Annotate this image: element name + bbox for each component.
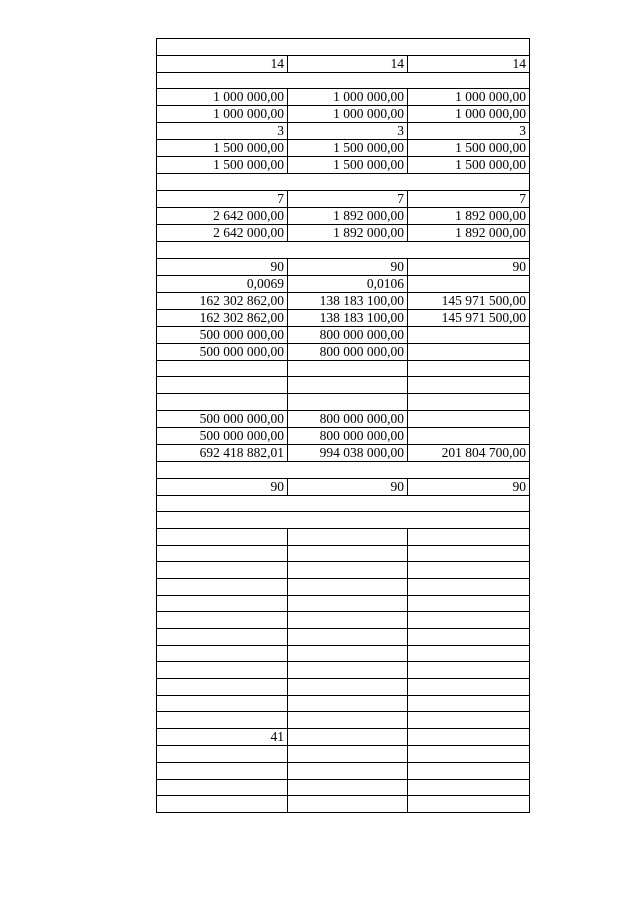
table-cell <box>408 679 530 696</box>
table-cell: 692 418 882,01 <box>157 444 288 461</box>
table-cell <box>288 562 408 579</box>
table-row <box>157 461 530 478</box>
table-row <box>157 174 530 191</box>
table-cell <box>288 695 408 712</box>
table-cell: 1 892 000,00 <box>408 225 530 242</box>
table-row <box>157 275 530 292</box>
table-cell <box>288 779 408 796</box>
spacer-cell <box>157 39 530 56</box>
table-cell <box>408 394 530 411</box>
table-cell <box>157 746 288 763</box>
table-cell: 14 <box>288 55 408 72</box>
table-row <box>157 123 530 140</box>
table-cell: 7 <box>157 191 288 208</box>
table-cell: 1 500 000,00 <box>408 140 530 157</box>
table-cell <box>408 326 530 343</box>
table-cell: 800 000 000,00 <box>288 410 408 427</box>
table-cell <box>408 662 530 679</box>
table-cell <box>288 360 408 377</box>
table-cell <box>288 712 408 729</box>
table-cell: 1 500 000,00 <box>157 157 288 174</box>
table-cell: 3 <box>288 123 408 140</box>
table-cell <box>288 545 408 562</box>
table-cell <box>408 796 530 813</box>
table-cell: 800 000 000,00 <box>288 427 408 444</box>
table-cell: 2 642 000,00 <box>157 208 288 225</box>
table-cell <box>288 629 408 646</box>
table-cell <box>288 796 408 813</box>
table-cell <box>157 662 288 679</box>
table-cell <box>157 679 288 696</box>
table-row <box>157 595 530 612</box>
table-row <box>157 360 530 377</box>
table-cell: 138 183 100,00 <box>288 309 408 326</box>
table-cell: 145 971 500,00 <box>408 309 530 326</box>
spacer-cell <box>157 461 530 478</box>
table-row <box>157 427 530 444</box>
table-cell <box>408 595 530 612</box>
table-cell: 1 000 000,00 <box>157 106 288 123</box>
table-row <box>157 562 530 579</box>
table-row <box>157 309 530 326</box>
table-cell <box>157 645 288 662</box>
table-row <box>157 208 530 225</box>
table-row <box>157 225 530 242</box>
table-cell: 1 000 000,00 <box>408 106 530 123</box>
table-cell: 7 <box>288 191 408 208</box>
table-cell: 800 000 000,00 <box>288 326 408 343</box>
table-cell <box>408 562 530 579</box>
table-cell <box>157 377 288 394</box>
table-cell <box>408 645 530 662</box>
table-cell <box>157 545 288 562</box>
table-cell <box>288 377 408 394</box>
table-row <box>157 377 530 394</box>
table-row <box>157 89 530 106</box>
table-cell <box>157 612 288 629</box>
table-row <box>157 72 530 89</box>
table-row <box>157 662 530 679</box>
table-cell: 3 <box>408 123 530 140</box>
table-row <box>157 157 530 174</box>
table-cell <box>288 394 408 411</box>
table-cell: 1 500 000,00 <box>157 140 288 157</box>
table-cell <box>157 528 288 545</box>
table-cell: 800 000 000,00 <box>288 343 408 360</box>
table-cell <box>157 578 288 595</box>
table-row <box>157 712 530 729</box>
table-cell <box>408 528 530 545</box>
spacer-cell <box>157 72 530 89</box>
table-cell <box>288 595 408 612</box>
table-cell: 0,0106 <box>288 275 408 292</box>
table-cell: 138 183 100,00 <box>288 292 408 309</box>
table-cell <box>408 695 530 712</box>
table-row <box>157 478 530 495</box>
table-row <box>157 140 530 157</box>
table-cell: 1 892 000,00 <box>288 225 408 242</box>
table-cell: 3 <box>157 123 288 140</box>
table-row <box>157 528 530 545</box>
table-cell: 7 <box>408 191 530 208</box>
table-cell: 1 500 000,00 <box>408 157 530 174</box>
table-cell <box>408 729 530 746</box>
table-cell: 994 038 000,00 <box>288 444 408 461</box>
table-row <box>157 796 530 813</box>
table-cell: 2 642 000,00 <box>157 225 288 242</box>
table-cell <box>157 712 288 729</box>
table-row <box>157 55 530 72</box>
table-cell <box>157 779 288 796</box>
table-cell: 90 <box>408 258 530 275</box>
table-row <box>157 629 530 646</box>
table-cell <box>157 762 288 779</box>
table-cell: 1 500 000,00 <box>288 157 408 174</box>
table-cell <box>408 612 530 629</box>
table-cell <box>288 612 408 629</box>
table-cell: 500 000 000,00 <box>157 343 288 360</box>
table-cell <box>157 695 288 712</box>
table-cell: 201 804 700,00 <box>408 444 530 461</box>
table-cell <box>288 528 408 545</box>
spacer-cell <box>157 512 530 529</box>
table-row <box>157 394 530 411</box>
table-cell: 1 892 000,00 <box>288 208 408 225</box>
table-cell <box>157 796 288 813</box>
table-row <box>157 106 530 123</box>
table-row <box>157 512 530 529</box>
table-row <box>157 762 530 779</box>
table-cell <box>408 712 530 729</box>
table-row <box>157 779 530 796</box>
table-row <box>157 258 530 275</box>
table-row <box>157 39 530 56</box>
table-cell <box>408 377 530 394</box>
table-cell: 90 <box>408 478 530 495</box>
table-cell: 162 302 862,00 <box>157 292 288 309</box>
table-cell: 1 000 000,00 <box>288 106 408 123</box>
table-row <box>157 578 530 595</box>
table-cell: 14 <box>408 55 530 72</box>
table-cell <box>408 762 530 779</box>
table-row <box>157 495 530 512</box>
table-cell <box>157 360 288 377</box>
data-table <box>156 38 530 813</box>
table-row <box>157 343 530 360</box>
table-cell <box>157 394 288 411</box>
table-cell <box>157 629 288 646</box>
table-cell <box>408 779 530 796</box>
table-cell <box>288 762 408 779</box>
table-cell: 162 302 862,00 <box>157 309 288 326</box>
table-row <box>157 292 530 309</box>
table-row <box>157 612 530 629</box>
table-cell <box>408 343 530 360</box>
table-cell: 500 000 000,00 <box>157 410 288 427</box>
table-cell <box>288 662 408 679</box>
spacer-cell <box>157 242 530 259</box>
table-cell <box>408 578 530 595</box>
table-row <box>157 695 530 712</box>
table-row <box>157 444 530 461</box>
table-cell: 0,0069 <box>157 275 288 292</box>
table-cell: 90 <box>288 258 408 275</box>
table-cell: 1 000 000,00 <box>408 89 530 106</box>
table-cell <box>157 595 288 612</box>
table-row <box>157 410 530 427</box>
table-cell: 1 892 000,00 <box>408 208 530 225</box>
table-row <box>157 746 530 763</box>
spacer-cell <box>157 495 530 512</box>
table-row <box>157 326 530 343</box>
table-row <box>157 242 530 259</box>
table-cell: 90 <box>288 478 408 495</box>
table-row <box>157 191 530 208</box>
table-cell: 500 000 000,00 <box>157 326 288 343</box>
table-row <box>157 645 530 662</box>
table-cell: 90 <box>157 478 288 495</box>
table-cell: 1 000 000,00 <box>157 89 288 106</box>
table-cell: 14 <box>157 55 288 72</box>
table-cell: 1 000 000,00 <box>288 89 408 106</box>
table-cell: 90 <box>157 258 288 275</box>
table-cell: 41 <box>157 729 288 746</box>
table-body <box>157 39 530 813</box>
table-row <box>157 729 530 746</box>
table-cell: 145 971 500,00 <box>408 292 530 309</box>
table-cell <box>408 629 530 646</box>
table-cell <box>157 562 288 579</box>
table-cell <box>288 729 408 746</box>
table-cell <box>288 746 408 763</box>
table-cell <box>408 360 530 377</box>
table-cell <box>288 645 408 662</box>
table-cell <box>408 275 530 292</box>
table-cell: 1 500 000,00 <box>288 140 408 157</box>
table-cell <box>288 679 408 696</box>
table-row <box>157 545 530 562</box>
table-cell <box>408 427 530 444</box>
table-cell <box>408 746 530 763</box>
table-cell <box>288 578 408 595</box>
table-cell <box>408 410 530 427</box>
table-row <box>157 679 530 696</box>
spacer-cell <box>157 174 530 191</box>
table-cell: 500 000 000,00 <box>157 427 288 444</box>
table-cell <box>408 545 530 562</box>
